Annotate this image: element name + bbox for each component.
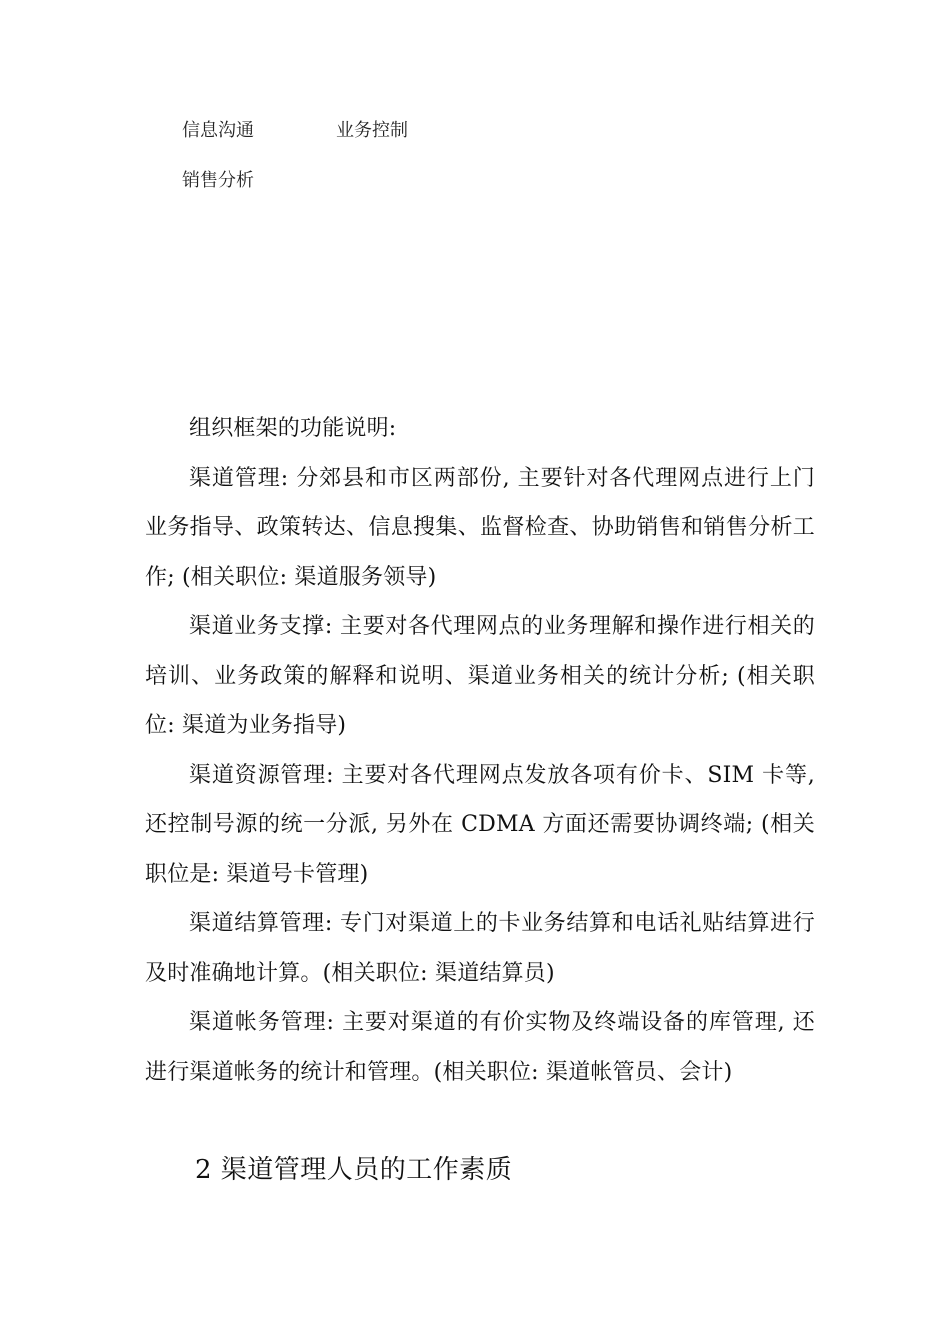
section-heading: 2 渠道管理人员的工作素质 xyxy=(195,1155,513,1185)
diagram-label-info-communication: 信息沟通 xyxy=(182,120,254,141)
paragraph-business-support: 渠道业务支撑: 主要对各代理网点的业务理解和操作进行相关的培训、业务政策的解释和说明、渠道业务相关的统计分析; (相关职位: 渠道为业务指导) xyxy=(145,614,815,738)
paragraph-accounts-management: 渠道帐务管理: 主要对渠道的有价实物及终端设备的库管理, 还进行渠道帐务的统计和管理。(相关职位: 渠道帐管员、会计) xyxy=(145,1010,815,1085)
paragraph-intro: 组织框架的功能说明: xyxy=(189,416,397,441)
body-text xyxy=(145,404,815,1097)
paragraph-settlement-management: 渠道结算管理: 专门对渠道上的卡业务结算和电话礼贴结算进行及时准确地计算。(相关职位: 渠道结算员) xyxy=(145,911,815,986)
paragraph-resource-management: 渠道资源管理: 主要对各代理网点发放各项有价卡、SIM 卡等, 还控制号源的统一分派, 另外在 CDMA 方面还需要协调终端; (相关职位是: 渠道号卡管理) xyxy=(145,762,815,887)
paragraph-channel-management: 渠道管理: 分郊县和市区两部份, 主要针对各代理网点进行上门业务指导、政策转达、信息搜集、监督检查、协助销售和销售分析工作; (相关职位: 渠道服务领导) xyxy=(145,465,815,590)
diagram-label-sales-analysis: 销售分析 xyxy=(182,170,254,191)
diagram-label-business-control: 业务控制 xyxy=(336,120,408,141)
